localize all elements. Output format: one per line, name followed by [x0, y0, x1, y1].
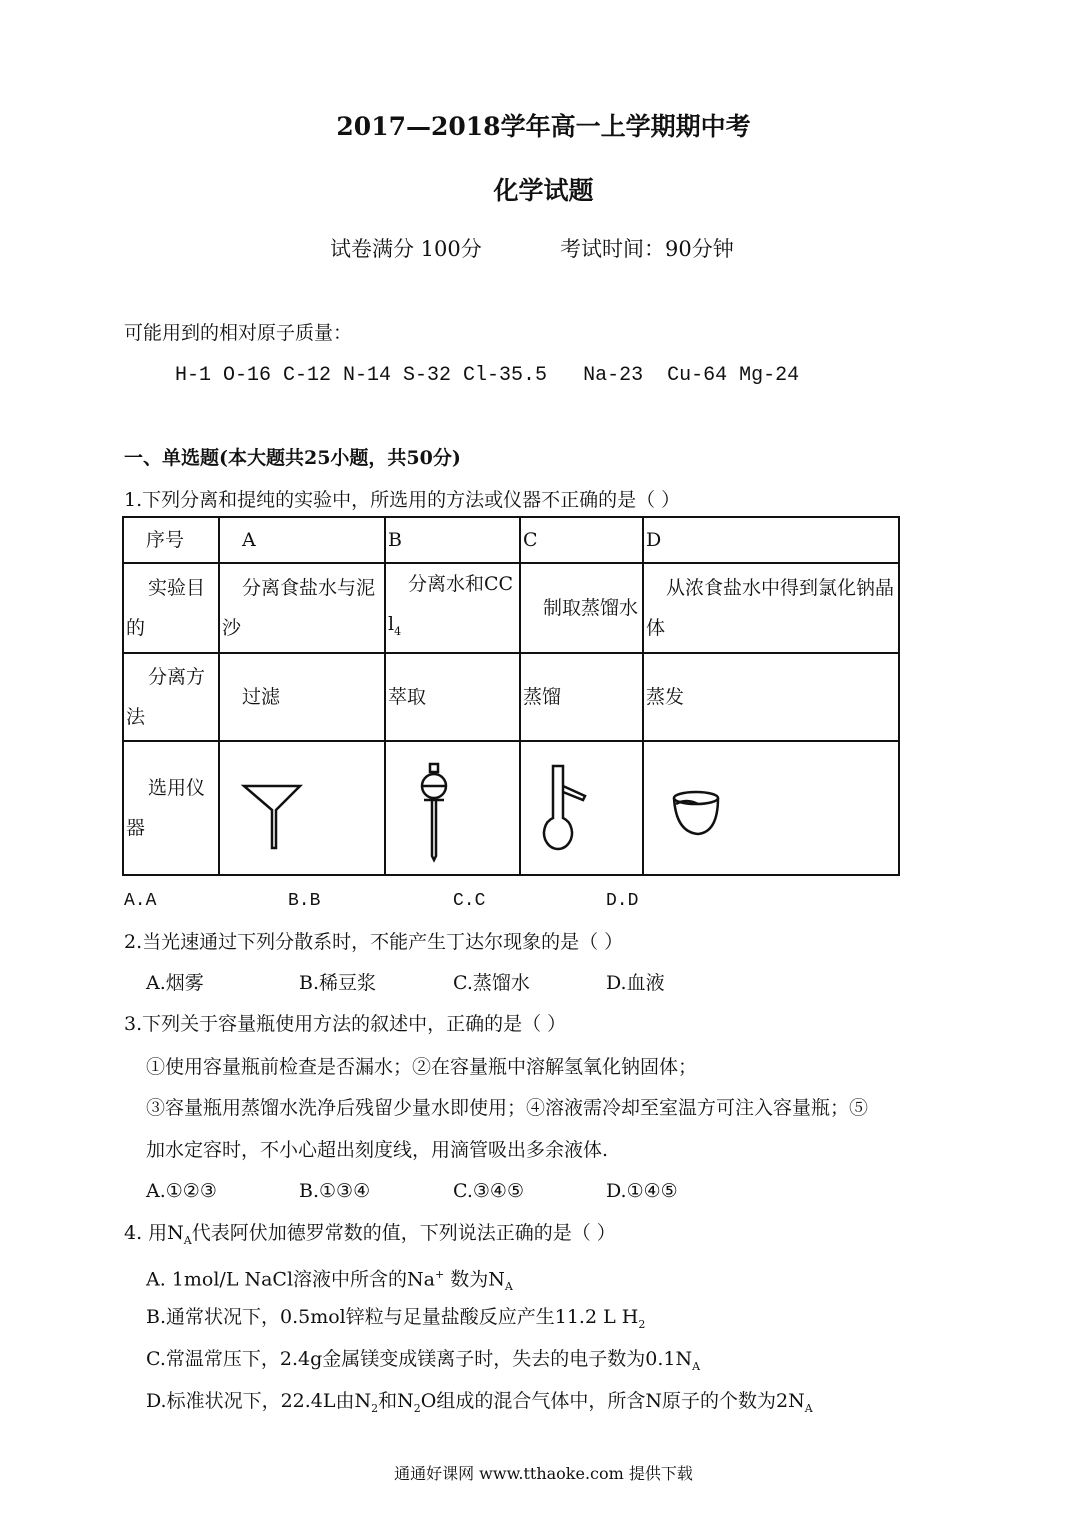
- cell: 从浓食盐水中得到氯化钠晶体: [643, 563, 899, 653]
- evaporating-dish-icon: [643, 741, 899, 875]
- row-header: 实验目的: [123, 563, 219, 653]
- text: B.通常状况下，0.5mol锌粒与足量盐酸反应产生11.2 L H: [146, 1306, 639, 1328]
- exam-title: 2017—2018学年高一上学期期中考: [336, 112, 751, 141]
- funnel-icon: [219, 741, 385, 875]
- q2-option-c[interactable]: C.蒸馏水: [453, 972, 530, 994]
- text: 和N: [378, 1390, 414, 1412]
- q1-table: [122, 516, 900, 876]
- cell: [385, 563, 520, 653]
- q3-line: ①使用容量瓶前检查是否漏水；②在容量瓶中溶解氢氧化钠固体；: [146, 1056, 698, 1078]
- q3-stem: 3.下列关于容量瓶使用方法的叙述中，正确的是（ ）: [124, 1013, 567, 1035]
- q3-option-a[interactable]: A.①②③: [146, 1180, 217, 1202]
- cell: A: [219, 517, 385, 563]
- q1-stem: 1.下列分离和提纯的实验中，所选用的方法或仪器不正确的是（ ）: [124, 489, 681, 511]
- q3-option-c[interactable]: C.③④⑤: [453, 1180, 524, 1202]
- q3-option-d[interactable]: D.①④⑤: [606, 1180, 678, 1202]
- text: O组成的混合气体中，所含N原子的个数为2N: [420, 1390, 805, 1412]
- q4-option-d[interactable]: [146, 1388, 813, 1422]
- score-info: 试卷满分 100分: [330, 237, 482, 261]
- q2-stem: 2.当光速通过下列分散系时，不能产生丁达尔现象的是（ ）: [124, 931, 624, 953]
- subscript: 2: [638, 1317, 646, 1331]
- distillation-flask-icon: [520, 741, 643, 875]
- q1-option-c[interactable]: C.C: [453, 891, 486, 911]
- subscript: A: [804, 1401, 813, 1415]
- q2-option-b[interactable]: B.稀豆浆: [299, 972, 377, 994]
- subscript: A: [692, 1359, 701, 1373]
- superscript: +: [435, 1268, 445, 1281]
- q4-stem: [124, 1220, 616, 1254]
- q1-option-b[interactable]: B.B: [288, 891, 321, 911]
- cell: D: [643, 517, 899, 563]
- subscript: 2: [413, 1401, 421, 1415]
- time-info: 考试时间：90分钟: [560, 237, 734, 261]
- q4-option-a[interactable]: [146, 1262, 513, 1300]
- subscript: 4: [394, 624, 402, 638]
- text: A. 1mol/L NaCl溶液中所含的Na: [146, 1268, 435, 1291]
- subject-title: 化学试题: [493, 176, 594, 205]
- cell: 蒸发: [643, 653, 899, 741]
- q2-option-a[interactable]: A.烟雾: [146, 972, 204, 994]
- text: 4. 用N: [124, 1222, 184, 1244]
- subscript: 2: [371, 1401, 379, 1415]
- cell: C: [520, 517, 643, 563]
- q4-option-b[interactable]: [146, 1304, 645, 1338]
- q3-line: ③容量瓶用蒸馏水洗净后残留少量水即使用；④溶液需冷却至室温方可注入容量瓶；⑤: [146, 1097, 869, 1119]
- text: D.标准状况下，22.4L由N: [146, 1390, 372, 1412]
- row-header: 分离方法: [123, 653, 219, 741]
- cell: B: [385, 517, 520, 563]
- cell-text: 分离水和CCl: [388, 573, 514, 635]
- masses-label: 可能用到的相对原子质量：: [124, 322, 353, 344]
- footer: 通通好课网 www.tthaoke.com 提供下载: [394, 1464, 693, 1483]
- text: 数为N: [444, 1268, 505, 1291]
- q3-line: 加水定容时，不小心超出刻度线，用滴管吸出多余液体.: [146, 1139, 609, 1161]
- q3-option-b[interactable]: B.①③④: [299, 1180, 371, 1202]
- section-heading: 一、单选题(本大题共25小题，共50分): [124, 447, 461, 469]
- cell: 分离食盐水与泥沙: [219, 563, 385, 653]
- row-header: 选用仪器: [123, 741, 219, 875]
- text: C.常温常压下，2.4g金属镁变成镁离子时，失去的电子数为0.1N: [146, 1348, 693, 1370]
- q1-option-a[interactable]: A.A: [124, 891, 157, 911]
- q4-option-c[interactable]: [146, 1346, 700, 1380]
- masses-values: H-1 O-16 C-12 N-14 S-32 Cl-35.5 Na-23 Cu-64 Mg-24: [175, 364, 800, 387]
- q1-option-d[interactable]: D.D: [606, 891, 639, 911]
- text: 代表阿伏加德罗常数的值，下列说法正确的是（ ）: [191, 1222, 616, 1244]
- cell: 制取蒸馏水: [520, 563, 643, 653]
- cell: 过滤: [219, 653, 385, 741]
- row-header: 序号: [123, 517, 219, 563]
- subscript: A: [183, 1233, 192, 1247]
- q2-option-d[interactable]: D.血液: [606, 972, 665, 994]
- cell: 蒸馏: [520, 653, 643, 741]
- cell: 萃取: [385, 653, 520, 741]
- subscript: A: [504, 1280, 513, 1294]
- separatory-funnel-icon: [385, 741, 520, 875]
